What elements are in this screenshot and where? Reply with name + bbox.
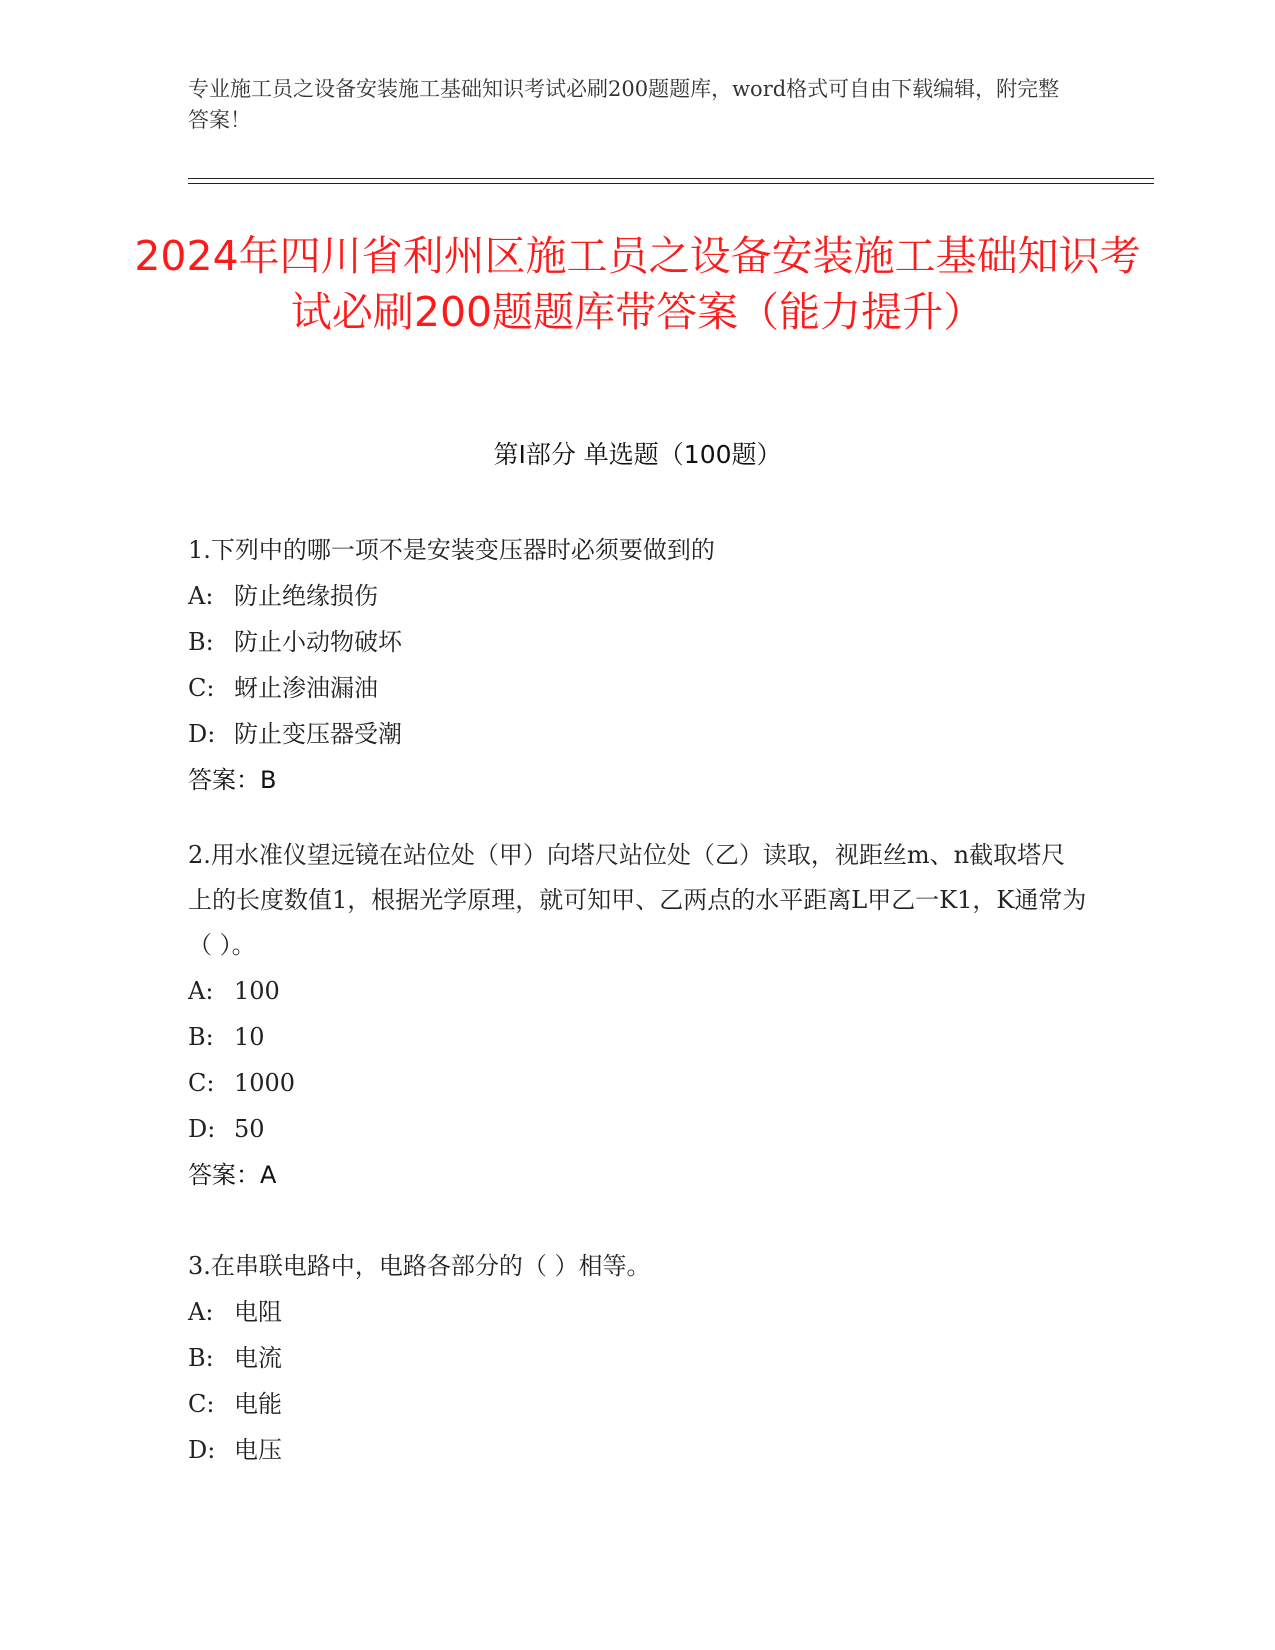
option-text: 电压 — [234, 1436, 282, 1464]
option-key: B: — [188, 1344, 214, 1372]
option-a — [188, 1289, 1088, 1335]
question-stem: 1.下列中的哪一项不是安装变压器时必须要做到的 — [188, 536, 715, 564]
option-d — [188, 1427, 1088, 1473]
option-key: D: — [188, 1436, 216, 1464]
answer: 答案：A — [188, 1161, 277, 1189]
option-key: C: — [188, 674, 215, 702]
option-b — [188, 1335, 1088, 1381]
question-list — [188, 527, 1088, 1473]
option-b — [188, 1014, 1088, 1060]
option-c — [188, 1060, 1088, 1106]
option-text: 防止小动物破坏 — [234, 628, 402, 656]
option-d — [188, 711, 1088, 757]
answer: 答案：B — [188, 766, 277, 794]
option-c — [188, 1381, 1088, 1427]
question-1 — [188, 527, 1088, 833]
option-text: 电能 — [234, 1390, 282, 1418]
option-text: 50 — [234, 1115, 265, 1143]
document-title: 2024年四川省利州区施工员之设备安装施工基础知识考试必刷200题题库带答案（能力提升） — [134, 232, 1141, 336]
option-c — [188, 665, 1088, 711]
question-3 — [188, 1243, 1088, 1473]
option-text: 100 — [234, 977, 280, 1005]
option-key: D: — [188, 1115, 216, 1143]
option-d — [188, 1106, 1088, 1152]
option-text: 防止绝缘损伤 — [234, 582, 378, 610]
header-note: 专业施工员之设备安装施工基础知识考试必刷200题题库，word格式可自由下载编辑，附完整答案！ — [188, 77, 1060, 132]
option-key: D: — [188, 720, 216, 748]
option-text: 防止变压器受潮 — [234, 720, 402, 748]
option-a — [188, 968, 1088, 1014]
option-text: 电流 — [234, 1344, 282, 1372]
option-text: 1000 — [234, 1069, 296, 1097]
option-key: B: — [188, 1023, 214, 1051]
option-b — [188, 619, 1088, 665]
question-2 — [188, 833, 1088, 1243]
option-text: 蚜止渗油漏油 — [234, 674, 378, 702]
option-key: A: — [188, 1298, 214, 1326]
question-stem: 2.用水准仪望远镜在站位处（甲）向塔尺站位处（乙）读取，视距丝m、n截取塔尺上的长度数值1，根据光学原理，就可知甲、乙两点的水平距离L甲乙一K1，K通常为（ ）。 — [188, 841, 1087, 959]
option-a — [188, 573, 1088, 619]
option-text: 电阻 — [234, 1298, 282, 1326]
option-key: A: — [188, 977, 214, 1005]
option-key: B: — [188, 628, 214, 656]
option-text: 10 — [234, 1023, 265, 1051]
header-divider-top — [188, 178, 1154, 179]
section-heading: 第Ⅰ部分 单选题（100题） — [493, 440, 782, 469]
option-key: C: — [188, 1390, 215, 1418]
header-divider-bottom — [188, 183, 1154, 184]
option-key: C: — [188, 1069, 215, 1097]
question-stem: 3.在串联电路中，电路各部分的（ ）相等。 — [188, 1252, 651, 1280]
option-key: A: — [188, 582, 214, 610]
